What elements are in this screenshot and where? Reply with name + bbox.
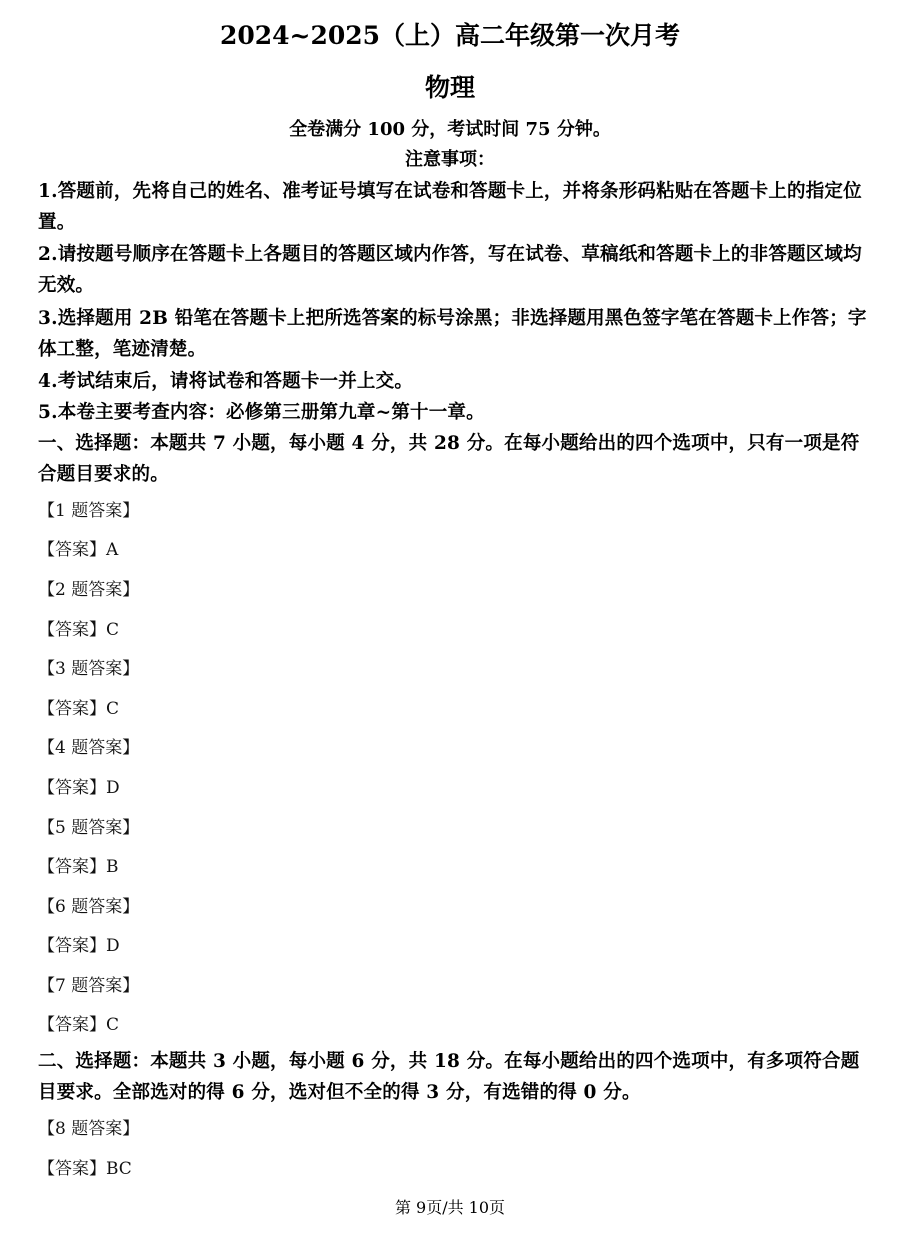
answer-6: 【答案】D [38,936,120,956]
question-label-3: 【3 题答案】 [38,659,140,679]
answer-1: 【答案】A [38,540,119,560]
note-1: 1.答题前，先将自己的姓名、准考证号填写在试卷和答题卡上，并将条形码粘贴在答题卡上的指定位置。 [38,181,862,233]
note-2: 2.请按题号顺序在答题卡上各题目的答题区域内作答，写在试卷、草稿纸和答题卡上的非答题区域均无效。 [38,244,862,296]
question-label-7: 【7 题答案】 [38,976,140,996]
answer-8: 【答案】BC [38,1159,132,1179]
question-label-6: 【6 题答案】 [38,897,140,917]
answer-2: 【答案】C [38,620,120,640]
section-1-heading: 一、选择题：本题共 7 小题，每小题 4 分，共 28 分。在每小题给出的四个选项中，只有一项是符合题目要求的。 [38,433,860,485]
page-number: 第 9页/共 10页 [394,1198,506,1217]
subject-title: 物理 [424,73,475,102]
page-title: 2024~2025（上）高二年级第一次月考 [219,21,681,50]
answer-7: 【答案】C [38,1015,120,1035]
note-4: 4.考试结束后，请将试卷和答题卡一并上交。 [38,371,414,392]
exam-meta: 全卷满分 100 分，考试时间 75 分钟。 [289,119,611,140]
answer-4: 【答案】D [38,778,120,798]
answer-5: 【答案】B [38,857,119,877]
answer-3: 【答案】C [38,699,120,719]
question-label-4: 【4 题答案】 [38,738,140,758]
question-label-5: 【5 题答案】 [38,818,140,838]
section-2-heading: 二、选择题：本题共 3 小题，每小题 6 分，共 18 分。在每小题给出的四个选项中，有多项符合题目要求。全部选对的得 6 分，选对但不全的得 3 分，有选错的得 0 分。 [38,1051,860,1103]
note-5: 5.本卷主要考查内容：必修第三册第九章~第十一章。 [38,402,485,423]
question-label-2: 【2 题答案】 [38,580,140,600]
question-label-8: 【8 题答案】 [38,1119,140,1139]
notes-heading: 注意事项： [405,149,495,170]
question-label-1: 【1 题答案】 [38,501,140,521]
note-3: 3.选择题用 2B 铅笔在答题卡上把所选答案的标号涂黑；非选择题用黑色签字笔在答题卡上作答；字体工整，笔迹清楚。 [38,308,867,360]
